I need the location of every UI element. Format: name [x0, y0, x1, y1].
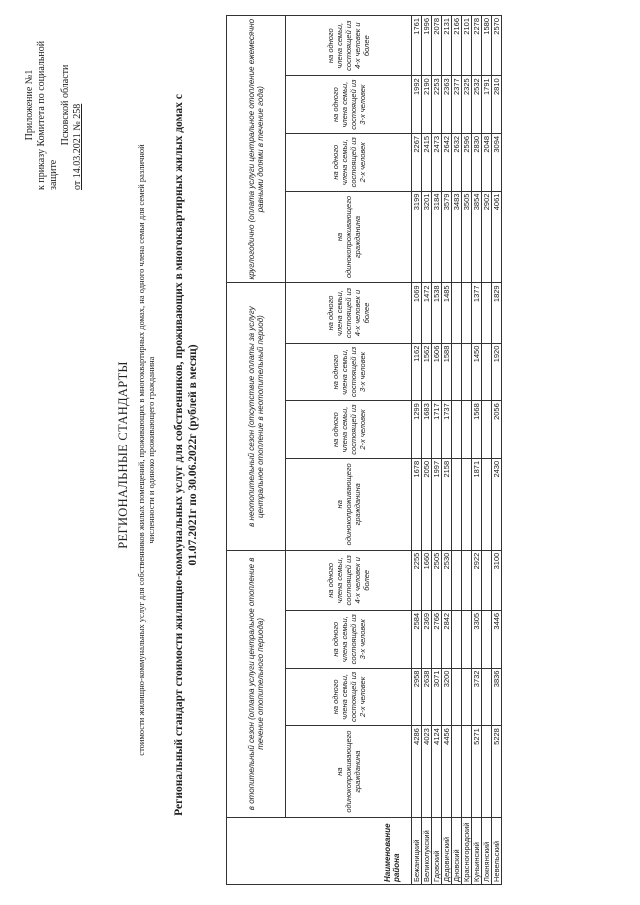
sub-header-single: на одинокопроживающего гражданина: [286, 726, 412, 818]
sub-header-four: на одного члена семьи, состоящей из 4-х человек и более: [286, 283, 412, 343]
value-cell: 2584: [412, 610, 422, 668]
value-cell: 3505: [462, 191, 472, 283]
district-name-cell: Невельский: [492, 818, 502, 885]
value-cell: 2325: [462, 76, 472, 134]
value-cell: 1606: [432, 343, 442, 401]
value-cell: 1678: [412, 458, 422, 550]
district-column-header: Наименование района: [227, 818, 412, 885]
value-cell: 2363: [442, 76, 452, 134]
sub-header-two: на одного члена семьи, состоящей из 2-х человек: [286, 668, 412, 726]
value-cell: 2078: [432, 16, 442, 76]
value-cell: 2638: [422, 668, 432, 726]
value-cell: [462, 726, 472, 818]
value-cell: 1538: [432, 283, 442, 343]
value-cell: 3483: [452, 191, 462, 283]
value-cell: 2958: [412, 668, 422, 726]
value-cell: 1871: [472, 458, 482, 550]
value-cell: 1791: [482, 76, 492, 134]
value-cell: 1580: [482, 16, 492, 76]
value-cell: [482, 343, 492, 401]
value-cell: 2570: [492, 16, 502, 76]
group-header-non-heating: в неотопительный сезон (отсутствие оплаты за услугу центральное отопление в неотопительный период): [227, 283, 286, 550]
sub-header-single: на одинокопроживающего гражданина: [286, 458, 412, 550]
value-cell: 1992: [412, 76, 422, 134]
value-cell: 3200: [442, 668, 452, 726]
district-name-cell: Дновский: [452, 818, 462, 885]
value-cell: 4061: [492, 191, 502, 283]
appendix-date: от 14.03.2021 № 258: [72, 103, 83, 190]
value-cell: [482, 458, 492, 550]
value-cell: 1299: [412, 401, 422, 459]
table-row: [442, 16, 452, 885]
value-cell: 2532: [472, 76, 482, 134]
value-cell: 2530: [442, 550, 452, 610]
document-heading: Региональный стандарт стоимости жилищно-коммунальных услуг для собственников, проживающих в многоквартирных жилых домах с 01.07.2021г по 30.06.2022г (рублей в месяц): [173, 94, 199, 816]
value-cell: 5228: [492, 726, 502, 818]
value-cell: [482, 668, 492, 726]
value-cell: 2642: [442, 133, 452, 191]
value-cell: 2158: [442, 458, 452, 550]
value-cell: 4124: [432, 726, 442, 818]
district-name-cell: Красногородский: [462, 818, 472, 885]
sub-header-two: на одного члена семьи, состоящей из 2-х человек: [286, 133, 412, 191]
value-cell: 1996: [422, 16, 432, 76]
group-header-heating: в отопительный сезон (оплата услуги центральное отопление в течение отопительного периода): [227, 550, 286, 817]
value-cell: 1737: [442, 401, 452, 459]
value-cell: 5271: [472, 726, 482, 818]
value-cell: 2166: [452, 16, 462, 76]
sub-header-three: на одного члена семьи, состоящей из 3-х человек: [286, 76, 412, 134]
value-cell: 2369: [422, 610, 432, 668]
appendix-order: к приказу Комитета по социальной защите: [36, 40, 59, 190]
table-row: [452, 16, 462, 885]
value-cell: 1717: [432, 401, 442, 459]
value-cell: 1069: [412, 283, 422, 343]
district-name-cell: Великолукский: [422, 818, 432, 885]
value-cell: 1162: [412, 343, 422, 401]
value-cell: 2278: [472, 16, 482, 76]
value-cell: [452, 726, 462, 818]
value-cell: 1660: [422, 550, 432, 610]
district-name-cell: Куньинский: [472, 818, 482, 885]
value-cell: 2050: [422, 458, 432, 550]
table-row: [472, 16, 482, 885]
value-cell: 3446: [492, 610, 502, 668]
value-cell: [482, 283, 492, 343]
value-cell: 3836: [492, 668, 502, 726]
value-cell: [482, 550, 492, 610]
group-header-row: [227, 16, 286, 885]
document-title: РЕГИОНАЛЬНЫЕ СТАНДАРТЫ: [116, 361, 130, 549]
sub-header-four: на одного члена семьи, состоящей из 4-х человек и более: [286, 16, 412, 76]
table-row: [432, 16, 442, 885]
sub-header-four: на одного члена семьи, состоящей из 4-х человек и более: [286, 550, 412, 610]
value-cell: [462, 343, 472, 401]
value-cell: 3100: [492, 550, 502, 610]
value-cell: 3305: [472, 610, 482, 668]
district-name-cell: Гдовский: [432, 818, 442, 885]
district-name-cell: Локнянский: [482, 818, 492, 885]
value-cell: 2842: [442, 610, 452, 668]
value-cell: [452, 610, 462, 668]
value-cell: [482, 726, 492, 818]
value-cell: [482, 610, 492, 668]
document-subtitle: стоимости жилищно-коммунальных услуг для собственников жилых помещений, проживающих в многоквартирных домах, на одного члена семьи для семей различной численности и одиноко проживающего гражданина: [136, 144, 156, 756]
value-cell: 3184: [432, 191, 442, 283]
value-cell: 2131: [442, 16, 452, 76]
value-cell: 3579: [442, 191, 452, 283]
value-cell: 2473: [432, 133, 442, 191]
value-cell: [452, 343, 462, 401]
value-cell: [452, 458, 462, 550]
value-cell: 1683: [422, 401, 432, 459]
value-cell: 2048: [482, 133, 492, 191]
value-cell: 2830: [472, 133, 482, 191]
value-cell: 1485: [442, 283, 452, 343]
table-row: [492, 16, 502, 885]
value-cell: 2632: [452, 133, 462, 191]
value-cell: 2255: [412, 550, 422, 610]
appendix-block: [24, 20, 84, 190]
value-cell: [462, 610, 472, 668]
value-cell: 2101: [462, 16, 472, 76]
appendix-region: Псковской области: [60, 64, 71, 146]
sub-header-two: на одного члена семьи, состоящей из 2-х человек: [286, 401, 412, 459]
value-cell: 2505: [432, 550, 442, 610]
value-cell: [462, 668, 472, 726]
value-cell: [482, 401, 492, 459]
value-cell: 1377: [472, 283, 482, 343]
table-row: [482, 16, 492, 885]
standards-table: [226, 15, 502, 885]
value-cell: 1472: [422, 283, 432, 343]
value-cell: 3201: [422, 191, 432, 283]
table-row: [412, 16, 422, 885]
value-cell: 1829: [492, 283, 502, 343]
value-cell: 3199: [412, 191, 422, 283]
district-name-cell: Бежаницкий: [412, 818, 422, 885]
value-cell: [462, 458, 472, 550]
value-cell: [462, 550, 472, 610]
value-cell: 1588: [442, 343, 452, 401]
value-cell: [452, 283, 462, 343]
value-cell: 2810: [492, 76, 502, 134]
value-cell: 2190: [422, 76, 432, 134]
value-cell: 1562: [422, 343, 432, 401]
value-cell: 1920: [492, 343, 502, 401]
value-cell: [452, 550, 462, 610]
value-cell: 2902: [482, 191, 492, 283]
value-cell: 3854: [472, 191, 482, 283]
value-cell: 1997: [432, 458, 442, 550]
value-cell: 2377: [452, 76, 462, 134]
value-cell: 4023: [422, 726, 432, 818]
table-row: [422, 16, 432, 885]
sub-header-three: на одного члена семьи, состоящей из 3-х человек: [286, 343, 412, 401]
table-row: [462, 16, 472, 885]
sub-header-row: [286, 16, 412, 885]
value-cell: 4286: [412, 726, 422, 818]
value-cell: [452, 668, 462, 726]
value-cell: [462, 401, 472, 459]
value-cell: 2596: [462, 133, 472, 191]
value-cell: 1761: [412, 16, 422, 76]
value-cell: 1450: [472, 343, 482, 401]
appendix-number: Приложение №1: [24, 69, 35, 141]
sub-header-single: на одинокопроживающего гражданина: [286, 191, 412, 283]
value-cell: 2922: [472, 550, 482, 610]
value-cell: 3094: [492, 133, 502, 191]
value-cell: 2415: [422, 133, 432, 191]
group-header-year-round: круглогодично (оплата услуги центральное отопление ежемесячно равными долями в течение года): [227, 16, 286, 283]
value-cell: 4456: [442, 726, 452, 818]
value-cell: 2430: [492, 458, 502, 550]
sub-header-three: на одного члена семьи, состоящей из 3-х человек: [286, 610, 412, 668]
value-cell: [462, 283, 472, 343]
value-cell: 2253: [432, 76, 442, 134]
value-cell: 2766: [432, 610, 442, 668]
value-cell: 3732: [472, 668, 482, 726]
district-name-cell: Дедовичский: [442, 818, 452, 885]
value-cell: [452, 401, 462, 459]
value-cell: 2267: [412, 133, 422, 191]
value-cell: 2056: [492, 401, 502, 459]
value-cell: 3071: [432, 668, 442, 726]
value-cell: 1568: [472, 401, 482, 459]
table-body: [412, 16, 502, 885]
